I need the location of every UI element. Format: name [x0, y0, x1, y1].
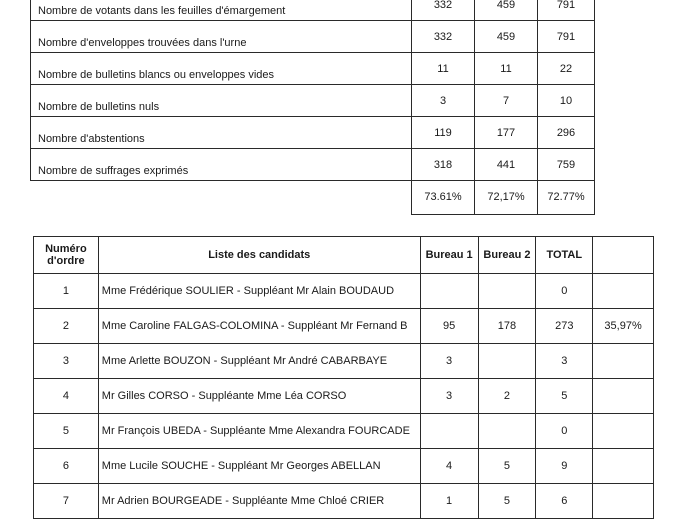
table-row	[34, 449, 654, 484]
candidate-name: Mr François UBEDA - Suppléante Mme Alexandra FOURCADE	[98, 414, 420, 449]
header-bureau2: Bureau 2	[478, 237, 536, 274]
total-percent: 72.77%	[538, 181, 595, 215]
bureau2-votes: 5	[478, 484, 536, 519]
vote-percent	[593, 274, 654, 309]
participation-row	[31, 181, 595, 215]
candidate-number: 2	[34, 309, 99, 344]
header-row	[34, 237, 654, 274]
candidate-name: Mr Gilles CORSO - Suppléante Mme Léa CORSO	[98, 379, 420, 414]
table-row	[31, 85, 595, 117]
vote-percent	[593, 414, 654, 449]
header-numero: Numéro d'ordre	[34, 237, 99, 274]
table-row	[34, 344, 654, 379]
row-label: Nombre de bulletins blancs ou enveloppes vides	[31, 53, 412, 85]
candidate-number: 1	[34, 274, 99, 309]
bureau1-votes	[420, 274, 478, 309]
table-row	[34, 274, 654, 309]
vote-percent	[593, 379, 654, 414]
total-votes: 3	[536, 344, 593, 379]
empty-cell	[31, 181, 412, 215]
candidate-number: 5	[34, 414, 99, 449]
row-label: Nombre de votants dans les feuilles d'émargement	[31, 0, 412, 21]
vote-percent	[593, 449, 654, 484]
table-row	[34, 309, 654, 344]
candidate-name: Mme Frédérique SOULIER - Suppléant Mr Alain BOUDAUD	[98, 274, 420, 309]
candidate-name: Mme Caroline FALGAS-COLOMINA - Suppléant Mr Fernand B	[98, 309, 420, 344]
total-value: 296	[538, 117, 595, 149]
bureau2-percent: 72,17%	[475, 181, 538, 215]
bureau1-votes: 3	[420, 379, 478, 414]
total-value: 791	[538, 0, 595, 21]
bureau1-value: 332	[412, 0, 475, 21]
table-row	[31, 149, 595, 181]
candidate-number: 4	[34, 379, 99, 414]
table-row	[31, 21, 595, 53]
total-votes: 9	[536, 449, 593, 484]
header-liste: Liste des candidats	[98, 237, 420, 274]
vote-percent	[593, 484, 654, 519]
candidate-number: 7	[34, 484, 99, 519]
candidate-number: 6	[34, 449, 99, 484]
bureau2-value: 7	[475, 85, 538, 117]
header-total: TOTAL	[536, 237, 593, 274]
vote-percent	[593, 344, 654, 379]
row-label: Nombre de bulletins nuls	[31, 85, 412, 117]
bureau1-votes: 3	[420, 344, 478, 379]
bureau2-value: 11	[475, 53, 538, 85]
total-votes: 273	[536, 309, 593, 344]
bureau2-votes: 5	[478, 449, 536, 484]
row-label: Nombre d'abstentions	[31, 117, 412, 149]
total-value: 10	[538, 85, 595, 117]
bureau1-percent: 73.61%	[412, 181, 475, 215]
bureau2-votes	[478, 274, 536, 309]
total-value: 759	[538, 149, 595, 181]
total-votes: 0	[536, 274, 593, 309]
bureau1-votes: 4	[420, 449, 478, 484]
results-summary-table	[30, 0, 595, 215]
bureau1-value: 119	[412, 117, 475, 149]
bureau2-value: 177	[475, 117, 538, 149]
bureau2-value: 441	[475, 149, 538, 181]
table-row	[31, 117, 595, 149]
row-label: Nombre de suffrages exprimés	[31, 149, 412, 181]
bureau2-value: 459	[475, 0, 538, 21]
bureau1-votes: 1	[420, 484, 478, 519]
total-votes: 5	[536, 379, 593, 414]
header-percent	[593, 237, 654, 274]
total-value: 791	[538, 21, 595, 53]
table-row	[34, 414, 654, 449]
table-row	[34, 484, 654, 519]
table-row	[34, 379, 654, 414]
candidate-name: Mme Lucile SOUCHE - Suppléant Mr Georges ABELLAN	[98, 449, 420, 484]
bureau2-value: 459	[475, 21, 538, 53]
candidates-table	[33, 236, 654, 519]
total-value: 22	[538, 53, 595, 85]
bureau2-votes: 178	[478, 309, 536, 344]
header-bureau1: Bureau 1	[420, 237, 478, 274]
bureau1-value: 11	[412, 53, 475, 85]
candidate-name: Mr Adrien BOURGEADE - Suppléante Mme Chloé CRIER	[98, 484, 420, 519]
candidate-number: 3	[34, 344, 99, 379]
bureau2-votes	[478, 414, 536, 449]
row-label: Nombre d'enveloppes trouvées dans l'urne	[31, 21, 412, 53]
vote-percent: 35,97%	[593, 309, 654, 344]
total-votes: 0	[536, 414, 593, 449]
table-row	[31, 0, 595, 21]
bureau2-votes	[478, 344, 536, 379]
total-votes: 6	[536, 484, 593, 519]
candidate-name: Mme Arlette BOUZON - Suppléant Mr André CABARBAYE	[98, 344, 420, 379]
bureau1-value: 318	[412, 149, 475, 181]
bureau1-value: 332	[412, 21, 475, 53]
bureau1-value: 3	[412, 85, 475, 117]
bureau1-votes	[420, 414, 478, 449]
bureau2-votes: 2	[478, 379, 536, 414]
table-row	[31, 53, 595, 85]
bureau1-votes: 95	[420, 309, 478, 344]
